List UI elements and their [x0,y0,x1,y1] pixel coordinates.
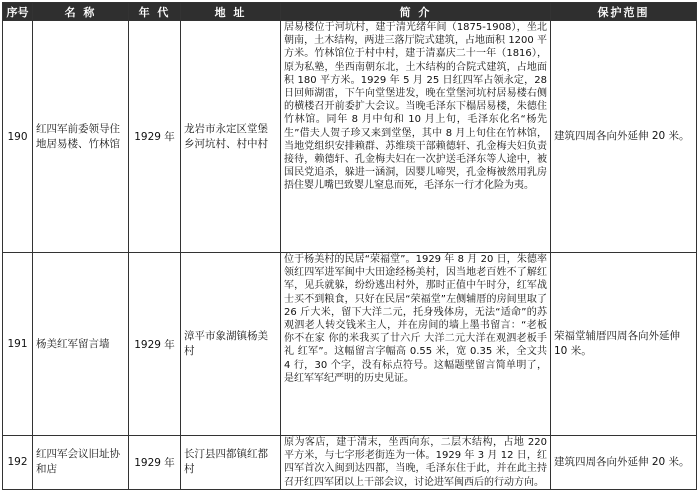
cell-address: 长汀县四都镇红都村 [181,436,281,490]
cell-address: 漳平市象湖镇杨美村 [181,253,281,436]
header-name: 名 称 [33,3,129,21]
cell-address: 龙岩市永定区堂堡乡河坑村、村中村 [181,21,281,253]
table-row [3,436,697,490]
cell-scope: 建筑四周各向外延伸 20 米。 [551,21,697,253]
cell-intro: 位于杨美村的民居“荣福堂”。1929 年 8 月 20 日，朱德率领红四军进军闽中大田途经杨美村，因当地老百姓不了解红军，见兵就躲，纷纷逃出村外，那时正值中午时分，红军战士买不到粮食，只好在民居“荣福堂”左侧辅厝的房间里取了 26 斤大米，留下大洋二元，托身残体房，无法“适命”的苏观泗老人转交钱米主人，并在房间的墙上墨书留言：“老板 你不在家 你的米我买了廿六斤 大洋二元大洋在观泗老板手礼 红军”。这幅留言字幅高 0.55 米，宽 0.35 米，全文共 4 行，30 个字，没有标点符号。这幅题壁留言简单明了，是红军军纪严明的历史见证。 [281,253,551,436]
cell-era: 1929 年 [129,436,181,490]
heritage-protection-table [2,2,697,490]
header-intro: 简 介 [281,3,551,21]
header-address: 地 址 [181,3,281,21]
cell-scope: 建筑四周各向外延伸 20 米。 [551,436,697,490]
table-header [3,3,697,21]
cell-era: 1929 年 [129,21,181,253]
cell-seq: 190 [3,21,33,253]
header-seq: 序号 [3,3,33,21]
cell-scope: 荣福堂辅厝四周各向外延伸 10 米。 [551,253,697,436]
table-row [3,253,697,436]
header-scope: 保护范围 [551,3,697,21]
cell-seq: 191 [3,253,33,436]
cell-name: 红四军前委领导住地居易楼、竹林馆 [33,21,129,253]
cell-intro: 居易楼位于河坑村，建于清光绪年间（1875-1908），坐北朝南，土木结构，两进三落厅院式建筑，占地面积 1200 平方米。竹林馆位于村中村，建于清嘉庆二十一年（1816），原为私塾，坐西南朝东北，土木结构的合院式建筑，占地面积 180 平方米。1929 年 5 月 25 日红四军占领永定，28 日回师湖雷，下午向堂堡进发，晚在堂堡河坑村居易楼右侧的横楼召开前委扩大会议。当晚毛泽东下榻居易楼，朱德住竹林馆。同年 8 月中旬和 10 月上旬，毛泽东化名“杨先生”借夫人贺子珍又来到堂堡，其中 8 月上旬住在竹林馆，当地党组织安排赖群、苏维琰干部赖德轩、孔金梅夫妇负责接待，赖德轩、孔金梅夫妇在一次护送毛泽东等人途中，被国民党追杀，躲进一涵洞，因婴儿啼哭，孔金梅被然用乳房捂住婴儿嘴巴致婴儿窒息而死，毛泽东一行才化险为夷。 [281,21,551,253]
cell-intro: 原为客店，建于清末，坐西向东，二层木结构，占地 220 平方米，与七字形老街连为一体。1929 年 3 月 12 日，红四军首次入闽到达四都，当晚，毛泽东住于此，并在此主持召开红四军团以上干部会议，讨论进军闽西后的行动方向。 [281,436,551,490]
table-row [3,21,697,253]
cell-name: 杨美红军留言墙 [33,253,129,436]
cell-seq: 192 [3,436,33,490]
cell-name: 红四军会议旧址协和店 [33,436,129,490]
header-era: 年 代 [129,3,181,21]
cell-era: 1929 年 [129,253,181,436]
